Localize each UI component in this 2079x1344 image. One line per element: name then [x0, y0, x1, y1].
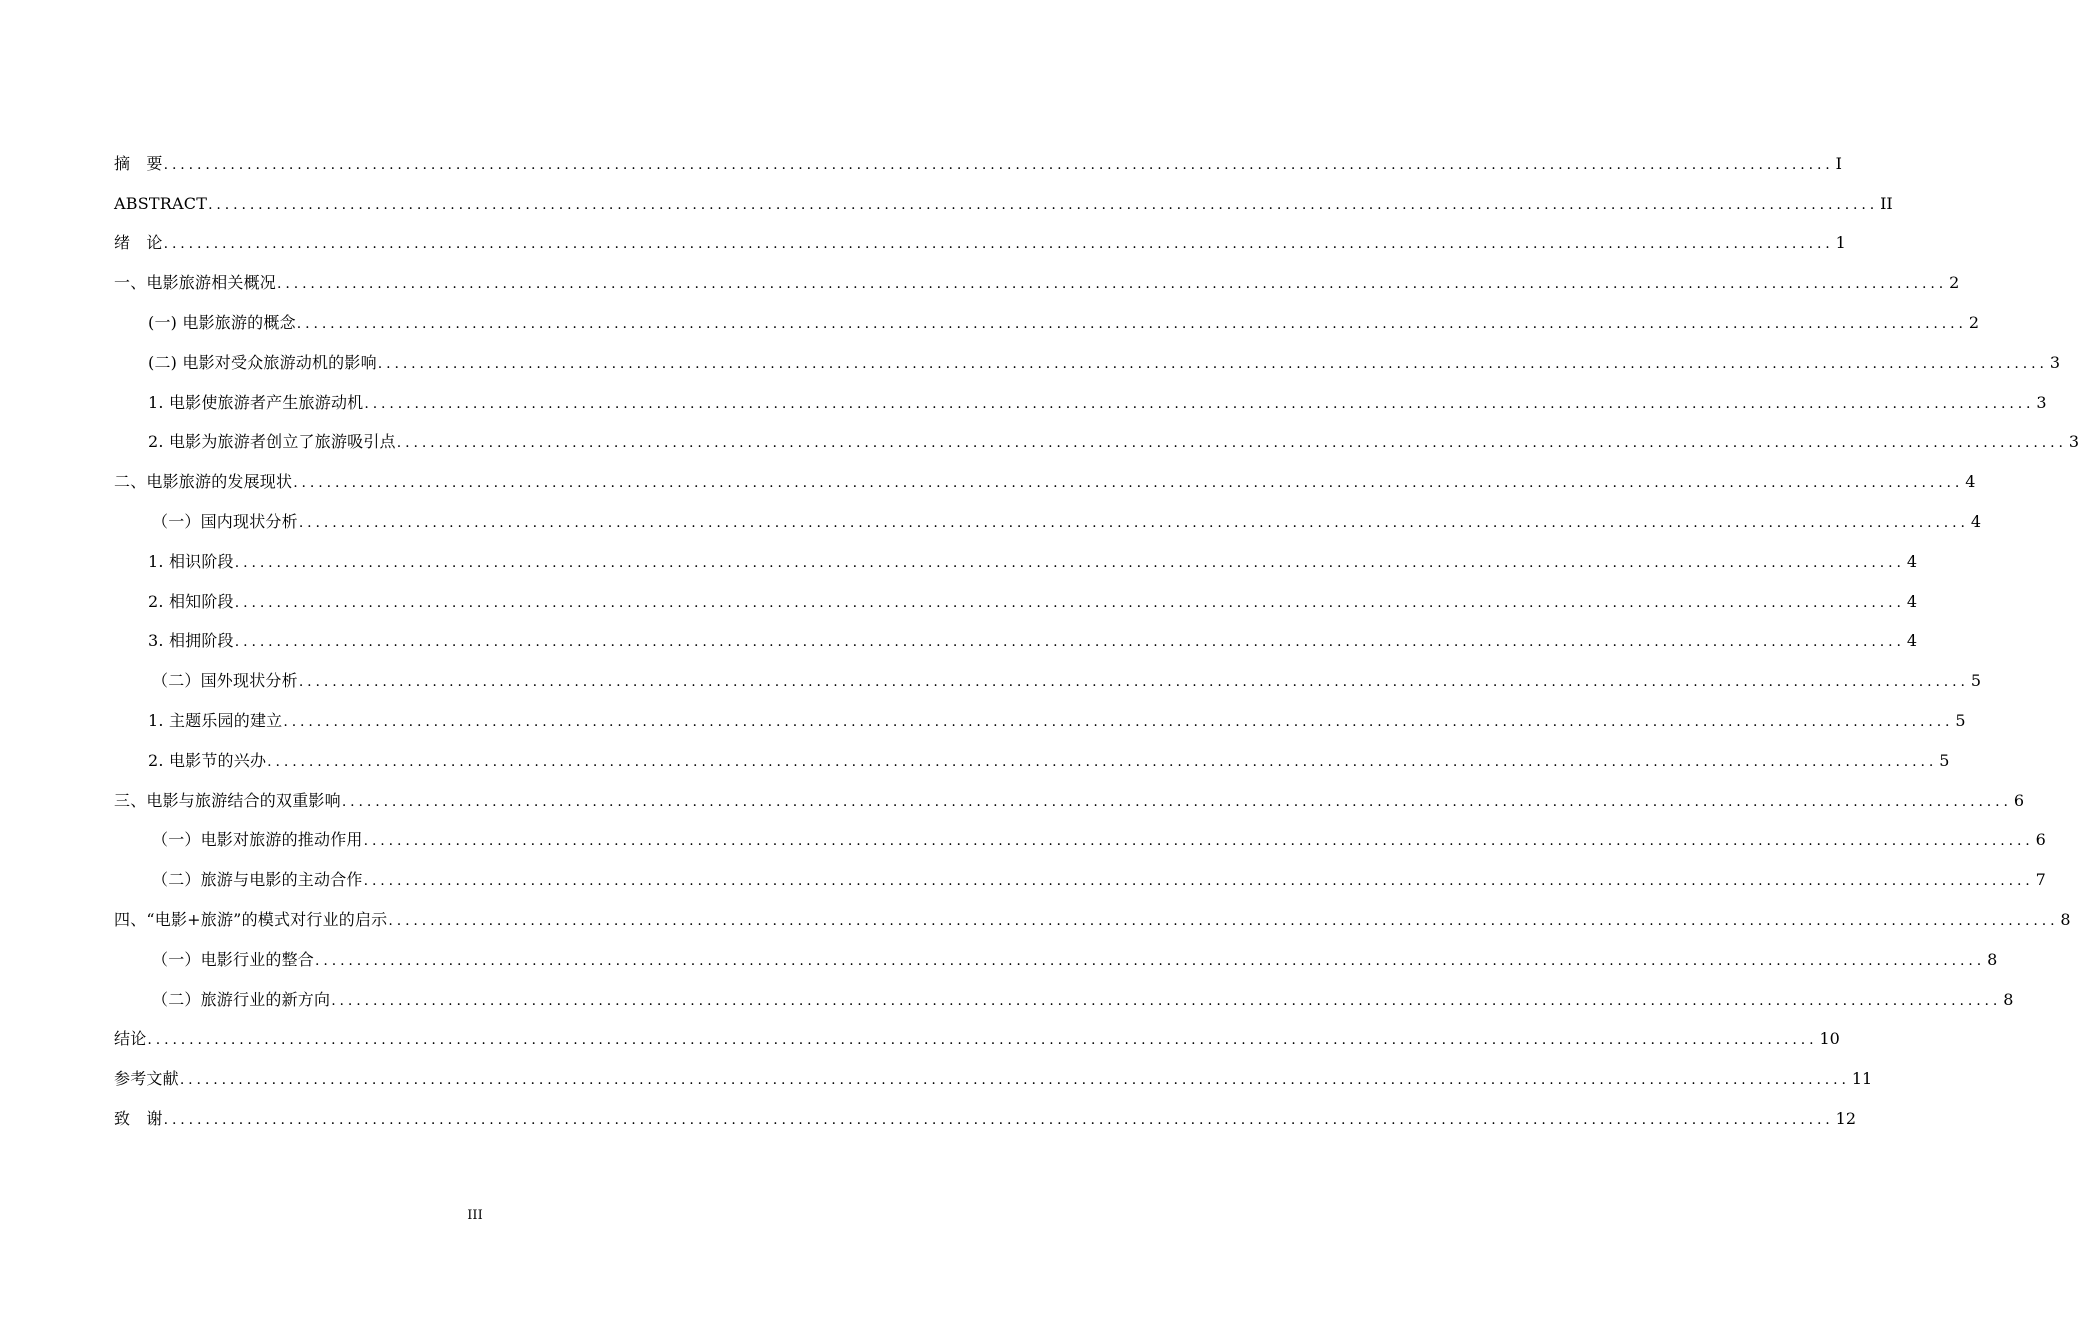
page-number: III [467, 1208, 483, 1223]
toc-leader-dots: ........................................................................................................................................................................................................ [298, 674, 1969, 691]
toc-entry-title: 绪 论 [114, 233, 163, 253]
toc-leader-dots: ........................................................................................................................................................................................................ [163, 1112, 1834, 1129]
toc-entry-section-2-2-1[interactable] [114, 701, 1966, 741]
toc-entry-page: II [1880, 193, 1893, 213]
toc-entry-page: 4 [1906, 591, 1917, 611]
toc-entry-title: 摘 要 [114, 153, 163, 173]
toc-entry-section-2-1-3[interactable] [114, 622, 1917, 662]
toc-entry-title: ABSTRACT [114, 193, 208, 213]
toc-entry-title: （一）电影行业的整合 [152, 949, 315, 969]
toc-leader-dots: ........................................................................................................................................................................................................ [377, 355, 2048, 372]
toc-entry-title: 1. 相识阶段 [148, 551, 234, 571]
toc-leader-dots: ........................................................................................................................................................................................................ [396, 435, 2067, 452]
toc-entry-page: 5 [1955, 711, 1966, 731]
toc-entry-page: 3 [2036, 392, 2047, 412]
toc-entry-title: 2. 相知阶段 [148, 591, 234, 611]
toc-leader-dots: ........................................................................................................................................................................................................ [315, 952, 1986, 969]
toc-entry-title: 二、电影旅游的发展现状 [114, 472, 293, 492]
toc-entry-page: 6 [2035, 830, 2046, 850]
toc-entry-title: 1. 电影使旅游者产生旅游动机 [148, 392, 364, 412]
toc-entry-section-2-1-2[interactable] [114, 582, 1917, 622]
toc-leader-dots: ........................................................................................................................................................................................................ [363, 873, 2034, 890]
toc-entry-title: 三、电影与旅游结合的双重影响 [114, 790, 341, 810]
toc-leader-dots: ........................................................................................................................................................................................................ [234, 554, 1905, 571]
toc-leader-dots: ........................................................................................................................................................................................................ [163, 156, 1834, 173]
toc-leader-dots: ........................................................................................................................................................................................................ [277, 276, 1948, 293]
toc-entry-title: （二）国外现状分析 [152, 671, 298, 691]
toc-entry-title: （二）旅游与电影的主动合作 [152, 870, 363, 890]
toc-entry-page: 2 [1968, 313, 1980, 333]
toc-entry-title: (二) 电影对受众旅游动机的影响 [148, 352, 377, 372]
toc-leader-dots: ........................................................................................................................................................................................................ [163, 236, 1834, 253]
toc-leader-dots: ........................................................................................................................................................................................................ [388, 913, 2059, 930]
toc-entry-title: 致 谢 [114, 1109, 163, 1129]
toc-entry-title: （一）国内现状分析 [152, 512, 298, 532]
toc-entry-page: 3 [2049, 352, 2061, 372]
toc-leader-dots: ........................................................................................................................................................................................................ [341, 793, 2012, 810]
toc-leader-dots: ........................................................................................................................................................................................................ [298, 515, 1969, 532]
toc-entry-title: （二）旅游行业的新方向 [152, 989, 331, 1009]
toc-entry-section-1-2[interactable] [114, 343, 2061, 383]
toc-leader-dots: ........................................................................................................................................................................................................ [363, 833, 2034, 850]
toc-leader-dots: ........................................................................................................................................................................................................ [364, 395, 2035, 412]
toc-leader-dots: ........................................................................................................................................................................................................ [267, 753, 1938, 770]
toc-entry-page: 4 [1965, 472, 1976, 492]
toc-entry-page: 10 [1819, 1029, 1840, 1049]
toc-leader-dots: ........................................................................................................................................................................................................ [293, 475, 1964, 492]
toc-entry-page: 4 [1906, 631, 1917, 651]
toc-entry-section-1-2-1[interactable] [114, 383, 2047, 423]
toc-leader-dots: ........................................................................................................................................................................................................ [234, 594, 1905, 611]
toc-entry-chapter-4[interactable] [114, 900, 2071, 940]
toc-entry-section-2-2-2[interactable] [114, 741, 1950, 781]
toc-entry-section-3-2[interactable] [114, 860, 2046, 900]
toc-entry-title: 2. 电影为旅游者创立了旅游吸引点 [148, 432, 396, 452]
toc-entry-section-2-1-1[interactable] [114, 542, 1917, 582]
toc-entry-section-1-2-2[interactable] [114, 423, 2079, 463]
toc-entry-section-4-1[interactable] [114, 940, 1998, 980]
toc-entry-page: 2 [1949, 273, 1960, 293]
toc-entry-page: 8 [1987, 949, 1998, 969]
toc-entry-page: 8 [2003, 989, 2014, 1009]
toc-leader-dots: ........................................................................................................................................................................................................ [234, 634, 1905, 651]
toc-entry-introduction[interactable] [114, 224, 1846, 264]
toc-entry-page: 12 [1835, 1109, 1857, 1129]
toc-entry-page: 6 [2013, 790, 2025, 810]
toc-entry-page: 11 [1851, 1069, 1873, 1089]
toc-entry-references[interactable] [114, 1059, 1873, 1099]
toc-entry-title: 3. 相拥阶段 [148, 631, 234, 651]
toc-entry-title: 结论 [114, 1029, 147, 1049]
toc-entry-section-4-2[interactable] [114, 980, 2014, 1020]
toc-leader-dots: ........................................................................................................................................................................................................ [296, 316, 1967, 333]
toc-entry-page: 1 [1835, 233, 1846, 253]
toc-entry-title: (一) 电影旅游的概念 [148, 313, 296, 333]
toc-entry-title: 一、电影旅游相关概况 [114, 273, 277, 293]
toc-leader-dots: ........................................................................................................................................................................................................ [331, 992, 2002, 1009]
toc-entry-section-2-2[interactable] [114, 661, 1982, 701]
toc-entry-page: 8 [2060, 910, 2071, 930]
toc-entry-title: 参考文献 [114, 1069, 179, 1089]
toc-entry-page: 4 [1906, 551, 1917, 571]
toc-leader-dots: ........................................................................................................................................................................................................ [208, 196, 1879, 213]
table-of-contents [114, 144, 2079, 1139]
toc-entry-conclusion[interactable] [114, 1020, 1840, 1060]
toc-entry-acknowledgements[interactable] [114, 1099, 1857, 1139]
toc-entry-chapter-3[interactable] [114, 781, 2025, 821]
toc-entry-page: I [1835, 153, 1842, 173]
toc-entry-title: 2. 电影节的兴办 [148, 750, 267, 770]
toc-entry-page: 3 [2068, 432, 2079, 452]
toc-entry-chapter-1[interactable] [114, 263, 1960, 303]
toc-entry-chapter-2[interactable] [114, 462, 1976, 502]
toc-entry-page: 5 [1939, 750, 1950, 770]
toc-entry-section-1-1[interactable] [114, 303, 1980, 343]
toc-entry-abstract-en[interactable] [114, 184, 1893, 224]
toc-entry-section-2-1[interactable] [114, 502, 1982, 542]
toc-entry-page: 7 [2035, 870, 2046, 890]
toc-leader-dots: ........................................................................................................................................................................................................ [147, 1032, 1818, 1049]
toc-entry-title: 1. 主题乐园的建立 [148, 711, 283, 731]
toc-entry-abstract-cn[interactable] [114, 144, 1842, 184]
toc-entry-section-3-1[interactable] [114, 821, 2046, 861]
toc-entry-title: 四、“电影+旅游”的模式对行业的启示 [114, 910, 388, 930]
toc-leader-dots: ........................................................................................................................................................................................................ [283, 714, 1954, 731]
toc-entry-page: 5 [1970, 671, 1982, 691]
toc-leader-dots: ........................................................................................................................................................................................................ [179, 1072, 1850, 1089]
toc-entry-page: 4 [1970, 512, 1982, 532]
toc-entry-title: （一）电影对旅游的推动作用 [152, 830, 363, 850]
